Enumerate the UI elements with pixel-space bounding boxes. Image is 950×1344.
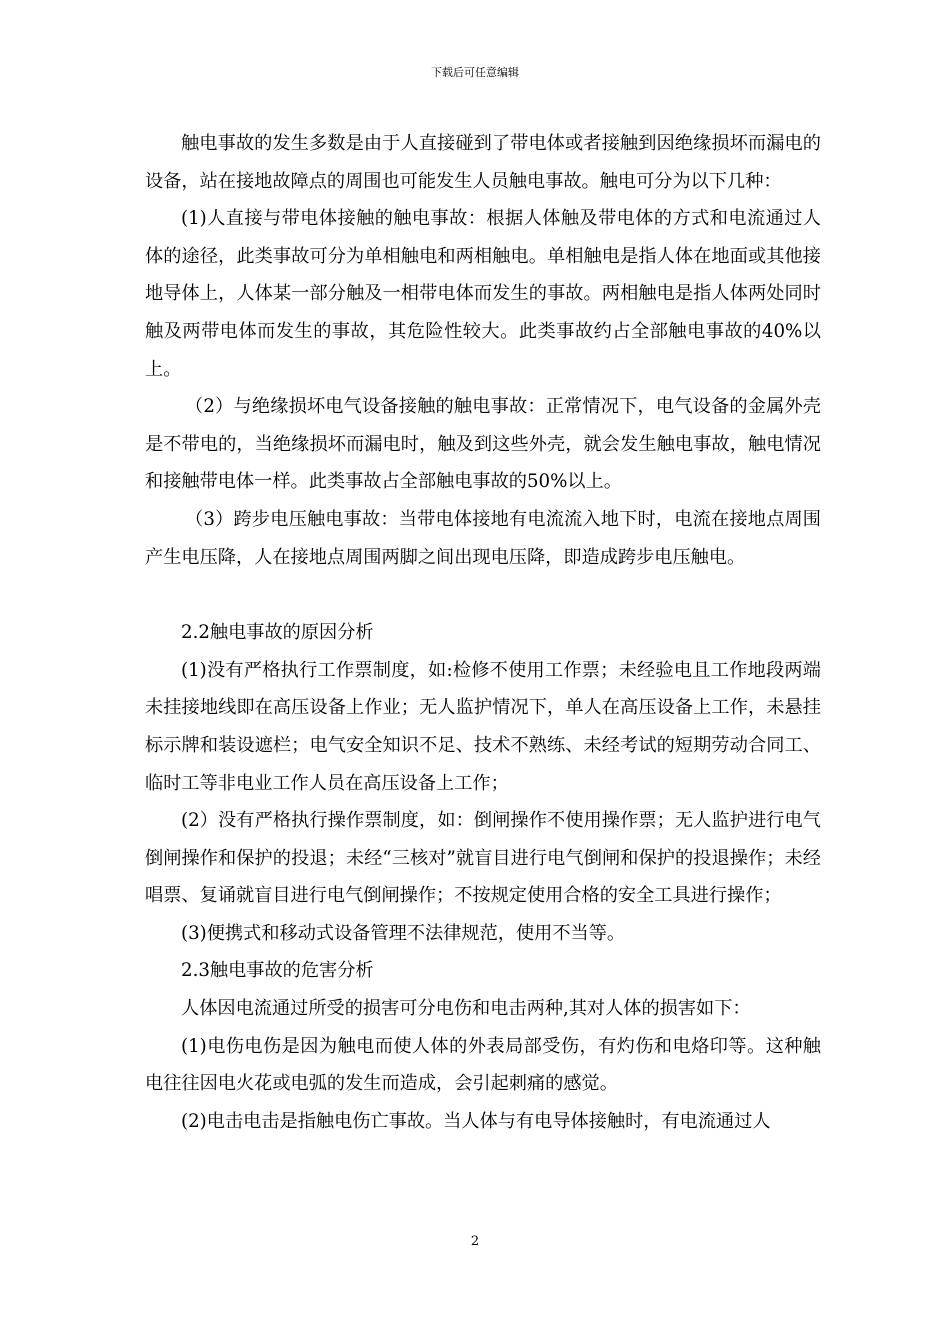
paragraph-step-voltage: （3）跨步电压触电事故：当带电体接地有电流流入地下时，电流在接地点周围产生电压降，人在接地点周围两脚之间出现电压降，即造成跨步电压触电。 <box>145 508 821 568</box>
page-header: 下载后可任意编辑 <box>431 66 519 79</box>
paragraph-harm-2: (2)电击电击是指触电伤亡事故。当人体与有电导体接触时，有电流通过人 <box>181 1110 771 1132</box>
paragraph-cause-2: (2）没有严格执行操作票制度，如：倒闸操作不使用操作票；无人监护进行电气倒闸操作和保护的投退；未经“三核对”就盲目进行电气倒闸和保护的投退操作；未经唱票、复诵就盲目进行电气倒闸操作；不按规定使用合格的安全工具进行操作； <box>145 810 821 907</box>
paragraph-harm-1: (1)电伤电伤是因为触电而使人体的外表局部受伤，有灼伤和电烙印等。这种触电往往因电火花或电弧的发生而造成，会引起刺痛的感觉。 <box>145 1035 821 1095</box>
paragraph-insulation-damage: （2）与绝缘损坏电气设备接触的触电事故：正常情况下，电气设备的金属外壳是不带电的，当绝缘损坏而漏电时，触及到这些外壳，就会发生触电事故，触电情况和接触带电体一样。此类事故占全部触电事故的50%以上。 <box>145 396 821 493</box>
document-body <box>145 125 821 1140</box>
paragraph-intro: 触电事故的发生多数是由于人直接碰到了带电体或者接触到因绝缘损坏而漏电的设备，站在接地故障点的周围也可能发生人员触电事故。触电可分为以下几种： <box>145 133 821 192</box>
section-heading-harm: 2.3触电事故的危害分析 <box>181 960 374 982</box>
paragraph-cause-3: (3)便携式和移动式设备管理不法律规范，使用不当等。 <box>181 922 626 944</box>
paragraph-direct-contact: (1)人直接与带电体接触的触电事故：根据人体触及带电体的方式和电流通过人体的途径，此类事故可分为单相触电和两相触电。单相触电是指人体在地面或其他接地导体上，人体某一部分触及一相带电体而发生的事故。两相触电是指人体两处同时触及两带电体而发生的事故，其危险性较大。此类事故约占全部触电事故的40%以上。 <box>145 208 821 380</box>
paragraph-harm-intro: 人体因电流通过所受的损害可分电伤和电击两种,其对人体的损害如下： <box>181 998 751 1020</box>
section-spacer <box>145 576 821 614</box>
paragraph-cause-1: (1)没有严格执行工作票制度，如:检修不使用工作票；未经验电且工作地段两端未挂接地线即在高压设备上作业；无人监护情况下，单人在高压设备上工作，未悬挂标示牌和装设遮栏；电气安全知识不足、技术不熟练、未经考试的短期劳动合同工、临时工等非电业工作人员在高压设备上工作； <box>145 659 821 794</box>
page-number: 2 <box>470 1234 480 1249</box>
section-heading-causes: 2.2触电事故的原因分析 <box>181 622 374 644</box>
